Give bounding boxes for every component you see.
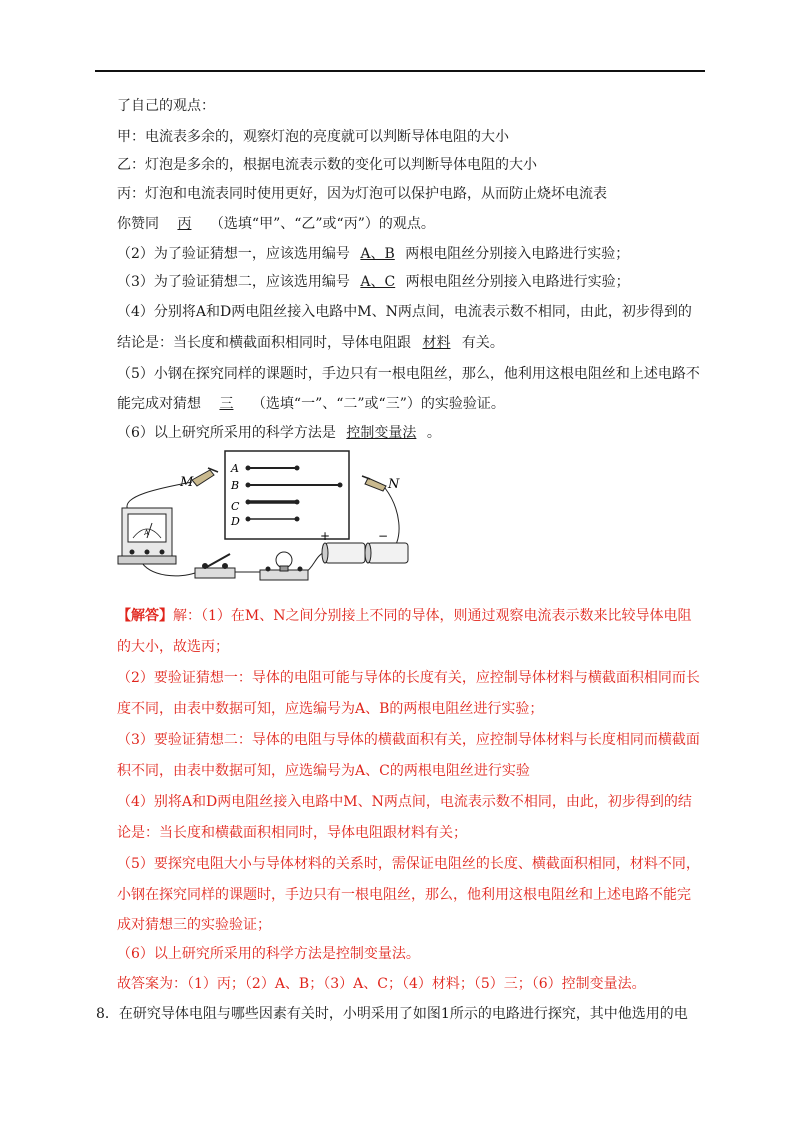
- clip-m-label: M: [180, 475, 194, 490]
- solution-line-6: 积不同，由表中数据可知，应选编号为A、C的两根电阻丝进行实验: [117, 763, 530, 779]
- circuit-figure: [100, 448, 420, 588]
- q1-after: （选填“甲”、“乙”或“丙”）的观点。: [209, 216, 435, 232]
- wire-label-c: C: [231, 500, 240, 513]
- intro-text: 了自己的观点：: [117, 98, 215, 114]
- wire-label-d: D: [231, 515, 240, 528]
- question-6: [117, 423, 441, 443]
- header-rule: [95, 70, 705, 72]
- q4-after: 有关。: [461, 335, 504, 351]
- wire-label-a: A: [231, 462, 239, 475]
- solution-text-1: 解：（1）在M、N之间分别接上不同的导体，则通过观察电流表示数来比较导体电阻: [173, 608, 692, 624]
- q4-before: 结论是：当长度和横截面积相同时，导体电阻跟: [117, 335, 411, 351]
- opinion-jia: 甲：电流表多余的，观察灯泡的亮度就可以判断导体电阻的大小: [117, 129, 509, 145]
- q3-before: （3）为了验证猜想二，应该选用编号: [117, 274, 350, 290]
- q2-after: 两根电阻丝分别接入电路进行实验；: [405, 246, 630, 262]
- q3-answer: A、C: [360, 274, 396, 290]
- solution-line-1: [117, 606, 692, 626]
- q5-after: （选填“一”、“二”或“三”）的实验验证。: [251, 396, 505, 412]
- switch: [195, 554, 235, 578]
- question-2: [117, 244, 629, 264]
- question-3: [117, 272, 630, 292]
- q2-before: （2）为了验证猜想一，应该选用编号: [117, 246, 350, 262]
- question-1: [117, 214, 435, 234]
- solution-line-8: 论是：当长度和横截面积相同时，导体电阻跟材料有关；: [117, 825, 467, 841]
- q5-before: 能完成对猜想: [117, 396, 201, 412]
- opinion-bing: 丙：灯泡和电流表同时使用更好，因为灯泡可以保护电路，从而防止烧坏电流表: [117, 186, 607, 202]
- ammeter-symbol: A: [144, 529, 150, 537]
- q5-answer: 三: [219, 396, 234, 412]
- battery-pack: [322, 543, 408, 563]
- question-4-line2: [117, 333, 504, 353]
- q2-answer: A、B: [360, 246, 395, 262]
- solution-line-10: 小钢在探究同样的课题时，手边只有一根电阻丝，那么，他利用这根电阻丝和上述电路不能完: [117, 887, 691, 903]
- next-question: 8．在研究导体电阻与哪些因素有关时，小明采用了如图1所示的电路进行探究，其中他选用的电: [96, 1006, 688, 1022]
- battery-minus-label: −: [378, 529, 389, 543]
- opinion-yi: 乙：灯泡是多余的，根据电流表示数的变化可以判断导体电阻的大小: [117, 157, 537, 173]
- solution-line-12: （6）以上研究所采用的科学方法是控制变量法。: [117, 946, 420, 962]
- solution-line-3: （2）要验证猜想一：导体的电阻可能与导体的长度有关，应控制导体材料与横截面积相同而长: [117, 670, 700, 686]
- solution-tag: 【解答】: [117, 608, 173, 624]
- q4-answer: 材料: [422, 335, 451, 351]
- bulb: [260, 552, 308, 580]
- question-5-line2: [117, 394, 505, 414]
- clip-n: [362, 476, 386, 491]
- q3-after: 两根电阻丝分别接入电路进行实验；: [405, 274, 630, 290]
- q6-after: 。: [426, 425, 441, 441]
- q1-answer: 丙: [177, 216, 192, 232]
- wire-c: [246, 500, 300, 505]
- battery-plus-label: +: [320, 529, 331, 543]
- q1-before: 你赞同: [117, 216, 159, 232]
- question-5-line1: （5）小钢在探究同样的课题时，手边只有一根电阻丝，那么，他利用这根电阻丝和上述电路不: [117, 366, 700, 382]
- wire-label-b: B: [231, 479, 240, 492]
- clip-m: [192, 468, 218, 486]
- final-answer: 故答案为：（1）丙；（2）A、B；（3）A、C；（4）材料；（5）三；（6）控制变量法。: [117, 976, 646, 992]
- resistance-wire-board: [225, 451, 349, 539]
- solution-line-11: 成对猜想三的实验验证；: [117, 917, 271, 933]
- solution-line-5: （3）要验证猜想二：导体的电阻与导体的横截面积有关，应控制导体材料与长度相同而横截面: [117, 732, 700, 748]
- solution-line-2: 的大小，故选丙；: [117, 639, 229, 655]
- solution-line-9: （5）要探究电阻大小与导体材料的关系时，需保证电阻丝的长度、横截面积相同，材料不同，: [117, 856, 700, 872]
- question-4-line1: （4）分别将A和D两电阻丝接入电路中M、N两点间，电流表示数不相同，由此，初步得到的: [117, 304, 692, 320]
- solution-line-7: （4）别将A和D两电阻丝接入电路中M、N两点间，电流表示数不相同，由此，初步得到的结: [117, 794, 692, 810]
- solution-line-4: 度不同，由表中数据可知，应选编号为A、B的两根电阻丝进行实验；: [117, 701, 544, 717]
- q6-answer: 控制变量法: [346, 425, 417, 441]
- q6-before: （6）以上研究所采用的科学方法是: [117, 425, 336, 441]
- clip-n-label: N: [388, 477, 400, 492]
